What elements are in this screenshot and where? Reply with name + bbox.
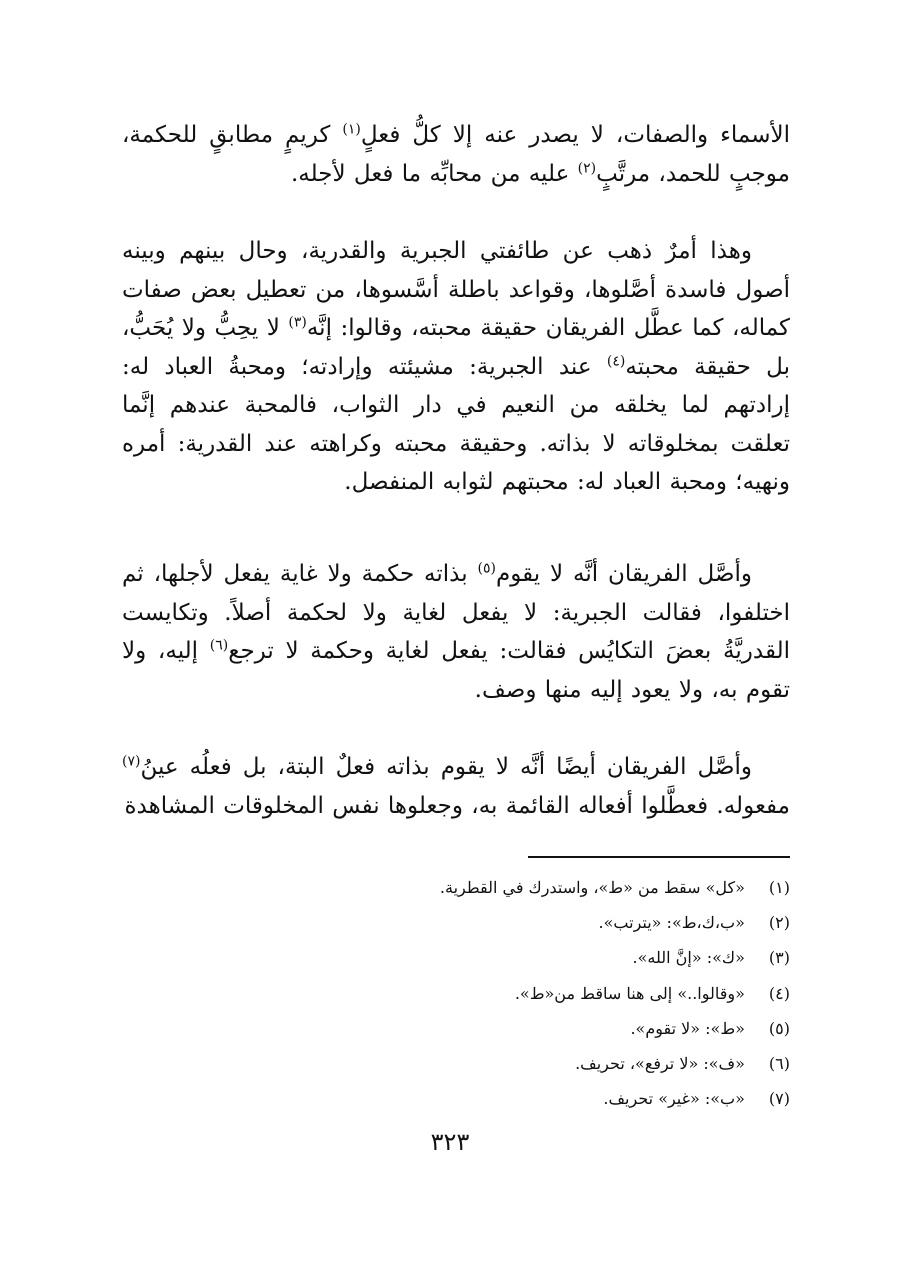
footnote-ref-2: (٢) — [577, 159, 597, 176]
footnote-ref-1: (١) — [342, 121, 361, 138]
footnote-ref-4: (٤) — [606, 352, 626, 369]
footnote-text: «ط»: «لا تقوم». — [630, 1018, 745, 1038]
footnote-text: «ب،ك،ط»: «يترتب». — [598, 913, 745, 933]
footnote-ref-3: (٣) — [288, 314, 307, 331]
paragraph-4 — [122, 748, 790, 825]
footnote-number: (٥) — [768, 1018, 790, 1038]
footnote-divider — [528, 856, 790, 858]
page-number: ٣٢٣ — [430, 1128, 470, 1156]
paragraph-1 — [122, 116, 790, 193]
paragraph-2-text: وهذا أمرٌ ذهب عن طائفتي الجبرية والقدرية، وحال بينهم وبينه أصول فاسدة أصَّلوها، وقواعد باطلة أسَّسوها، من تعطيل بعض صفات كماله، كما عطَّل الفريقان حقيقة محبته، وقالوا: إنَّه — [122, 238, 790, 341]
footnote-4 — [300, 976, 790, 1011]
paragraph-4-text: وأصَّل الفريقان أيضًا أنَّه لا يقوم بذاته فعلٌ البتة، بل فعلُه عينُ — [140, 754, 752, 780]
footnote-6 — [300, 1046, 790, 1081]
footnote-text: «وقالوا..» إلى هنا ساقط من«ط». — [514, 983, 745, 1003]
paragraph-4-text: مفعوله. فعطَّلوا أفعاله القائمة به، وجعلوها نفس المخلوقات المشاهدة — [124, 792, 790, 819]
paragraph-1-text: الأسماء والصفات، لا يصدر عنه إلا كلُّ فعلٍ — [360, 122, 790, 148]
paragraph-2 — [122, 232, 790, 502]
footnote-1 — [300, 870, 790, 905]
footnote-number: (٣) — [768, 948, 790, 968]
footnote-text: «ف»: «لا ترفع»، تحريف. — [575, 1054, 745, 1074]
paragraph-3-text: إليه، ولا تقوم به، ولا يعود إليه منها وصف. — [122, 638, 790, 703]
footnote-ref-5: (٥) — [477, 560, 496, 577]
footnote-number: (٦) — [768, 1054, 790, 1074]
footnote-5 — [300, 1011, 790, 1046]
footnote-ref-6: (٦) — [209, 637, 229, 654]
footnote-number: (٧) — [768, 1089, 790, 1109]
paragraph-3-text: وأصَّل الفريقان أنَّه لا يقوم — [495, 561, 752, 587]
footnote-number: (٤) — [768, 983, 790, 1003]
footnote-number: (٢) — [768, 913, 790, 933]
paragraph-3 — [122, 555, 790, 709]
footnote-2 — [300, 905, 790, 940]
paragraph-3-text: بذاته حكمة ولا غاية يفعل لأجلها، ثم اختلفوا، فقالت الجبرية: لا يفعل لغاية ولا لحكمة أصلاً. وتكايست القدريَّةُ بعضَ التكايُس فقالت: يفعل لغاية وحكمة لا ترجع — [122, 561, 790, 664]
footnote-text: «كل» سقط من «ط»، واستدرك في القطرية. — [439, 878, 745, 897]
footnote-text: «ب»: «غير» تحريف. — [603, 1089, 745, 1109]
footnote-text: «ك»: «إنَّ الله». — [632, 948, 745, 968]
paragraph-2-text: لا يحِبُّ ولا يُحَبُّ، بل حقيقة محبته — [122, 315, 790, 380]
footnote-7 — [300, 1081, 790, 1116]
footnotes-section — [300, 870, 790, 1116]
paragraph-2-text: عند الجبرية: مشيئته وإرادته؛ ومحبةُ العباد له: إرادتهم لما يخلقه من النعيم في دار الثواب، فالمحبة عندهم إنَّما تعلقت بمخلوقاته لا بذاته. وحقيقة محبته وكراهته عند القدرية: أمره ونهيه؛ ومحبة العباد له: محبتهم لثوابه المنفصل. — [122, 353, 790, 495]
paragraph-1-text: عليه من محابِّه ما فعل لأجله. — [291, 160, 578, 187]
footnote-3 — [300, 940, 790, 975]
footnote-ref-7: (٧) — [122, 753, 141, 770]
footnote-number: (١) — [768, 878, 790, 897]
paragraph-1-text: كريمٍ مطابقٍ للحكمة، موجبٍ للحمد، مرتَّبٍ — [122, 122, 790, 187]
